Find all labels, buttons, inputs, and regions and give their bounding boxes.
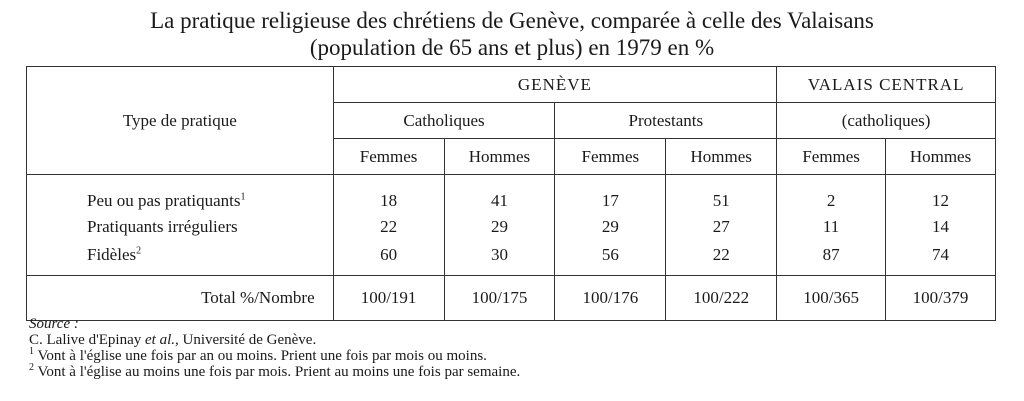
table-cell: 56 bbox=[555, 242, 666, 276]
catholiques-header: Catholiques bbox=[333, 103, 555, 139]
practice-table bbox=[26, 66, 996, 321]
valais-header: VALAIS CENTRAL bbox=[777, 67, 996, 103]
geneva-header: GENÈVE bbox=[333, 67, 777, 103]
sex-header: Femmes bbox=[777, 139, 886, 175]
sex-header: Femmes bbox=[555, 139, 666, 175]
table-cell: 51 bbox=[666, 175, 777, 213]
sex-header: Hommes bbox=[666, 139, 777, 175]
total-cell: 100/379 bbox=[886, 276, 996, 321]
type-of-practice-header: Type de pratique bbox=[27, 67, 334, 175]
valais-catholiques-header: (catholiques) bbox=[777, 103, 996, 139]
source-line: C. Lalive d'Epinay et al., Université de Genève. bbox=[29, 332, 317, 348]
protestants-header: Protestants bbox=[555, 103, 777, 139]
table-cell: 18 bbox=[333, 175, 444, 213]
table-title-line1: La pratique religieuse des chrétiens de Genève, comparée à celle des Valaisans bbox=[150, 8, 874, 33]
footnote-ref: 1 bbox=[240, 190, 246, 202]
total-row bbox=[27, 276, 996, 321]
table-cell: 12 bbox=[932, 190, 950, 210]
source-etal: et al. bbox=[145, 332, 176, 348]
sex-header: Hommes bbox=[444, 139, 555, 175]
total-cell: 100/191 bbox=[333, 276, 444, 321]
total-cell: 100/175 bbox=[444, 276, 555, 321]
table-cell: 29 bbox=[444, 213, 555, 242]
table-cell: 30 bbox=[444, 242, 555, 276]
footnote-1: $^1$ Vont à l'église une fois par an ou moins. Prient une fois par mois ou moins. bbox=[29, 346, 487, 364]
row-label: Pratiquants irréguliers bbox=[27, 213, 334, 242]
table-cell: 27 bbox=[666, 213, 777, 242]
table-row bbox=[27, 213, 996, 242]
table-cell: 74 bbox=[932, 244, 950, 264]
sex-header: Femmes bbox=[333, 139, 444, 175]
table-row bbox=[27, 242, 996, 276]
table-row bbox=[27, 175, 996, 213]
table-cell: 87 bbox=[777, 242, 886, 276]
total-cell: 100/365 bbox=[777, 276, 886, 321]
table-cell: 14 bbox=[932, 217, 950, 236]
table-cell: 22 bbox=[666, 242, 777, 276]
total-cell: 100/222 bbox=[666, 276, 777, 321]
table-cell: 60 bbox=[333, 242, 444, 276]
table-footer bbox=[29, 316, 520, 380]
table-cell: 29 bbox=[555, 213, 666, 242]
table-cell: 17 bbox=[555, 175, 666, 213]
row-label: Fidèles$^2$ bbox=[27, 242, 334, 276]
table-cell: 2 bbox=[777, 175, 886, 213]
total-label: Total %/Nombre bbox=[27, 276, 334, 321]
table-cell: 41 bbox=[444, 175, 555, 213]
source-label: Source : bbox=[29, 316, 79, 332]
table-cell: 22 bbox=[333, 213, 444, 242]
footnote-2: $^2$ Vont à l'église au moins une fois par mois. Prient au moins une fois par semaine. bbox=[29, 362, 521, 380]
table-cell: 11 bbox=[777, 213, 886, 242]
total-cell: 100/176 bbox=[555, 276, 666, 321]
footnote-ref: 2 bbox=[136, 244, 142, 256]
row-label: Peu ou pas pratiquants$^1$ bbox=[27, 175, 334, 213]
table-title-line2: (population de 65 ans et plus) en 1979 en % bbox=[309, 35, 715, 60]
sex-header: Hommes bbox=[886, 139, 996, 175]
